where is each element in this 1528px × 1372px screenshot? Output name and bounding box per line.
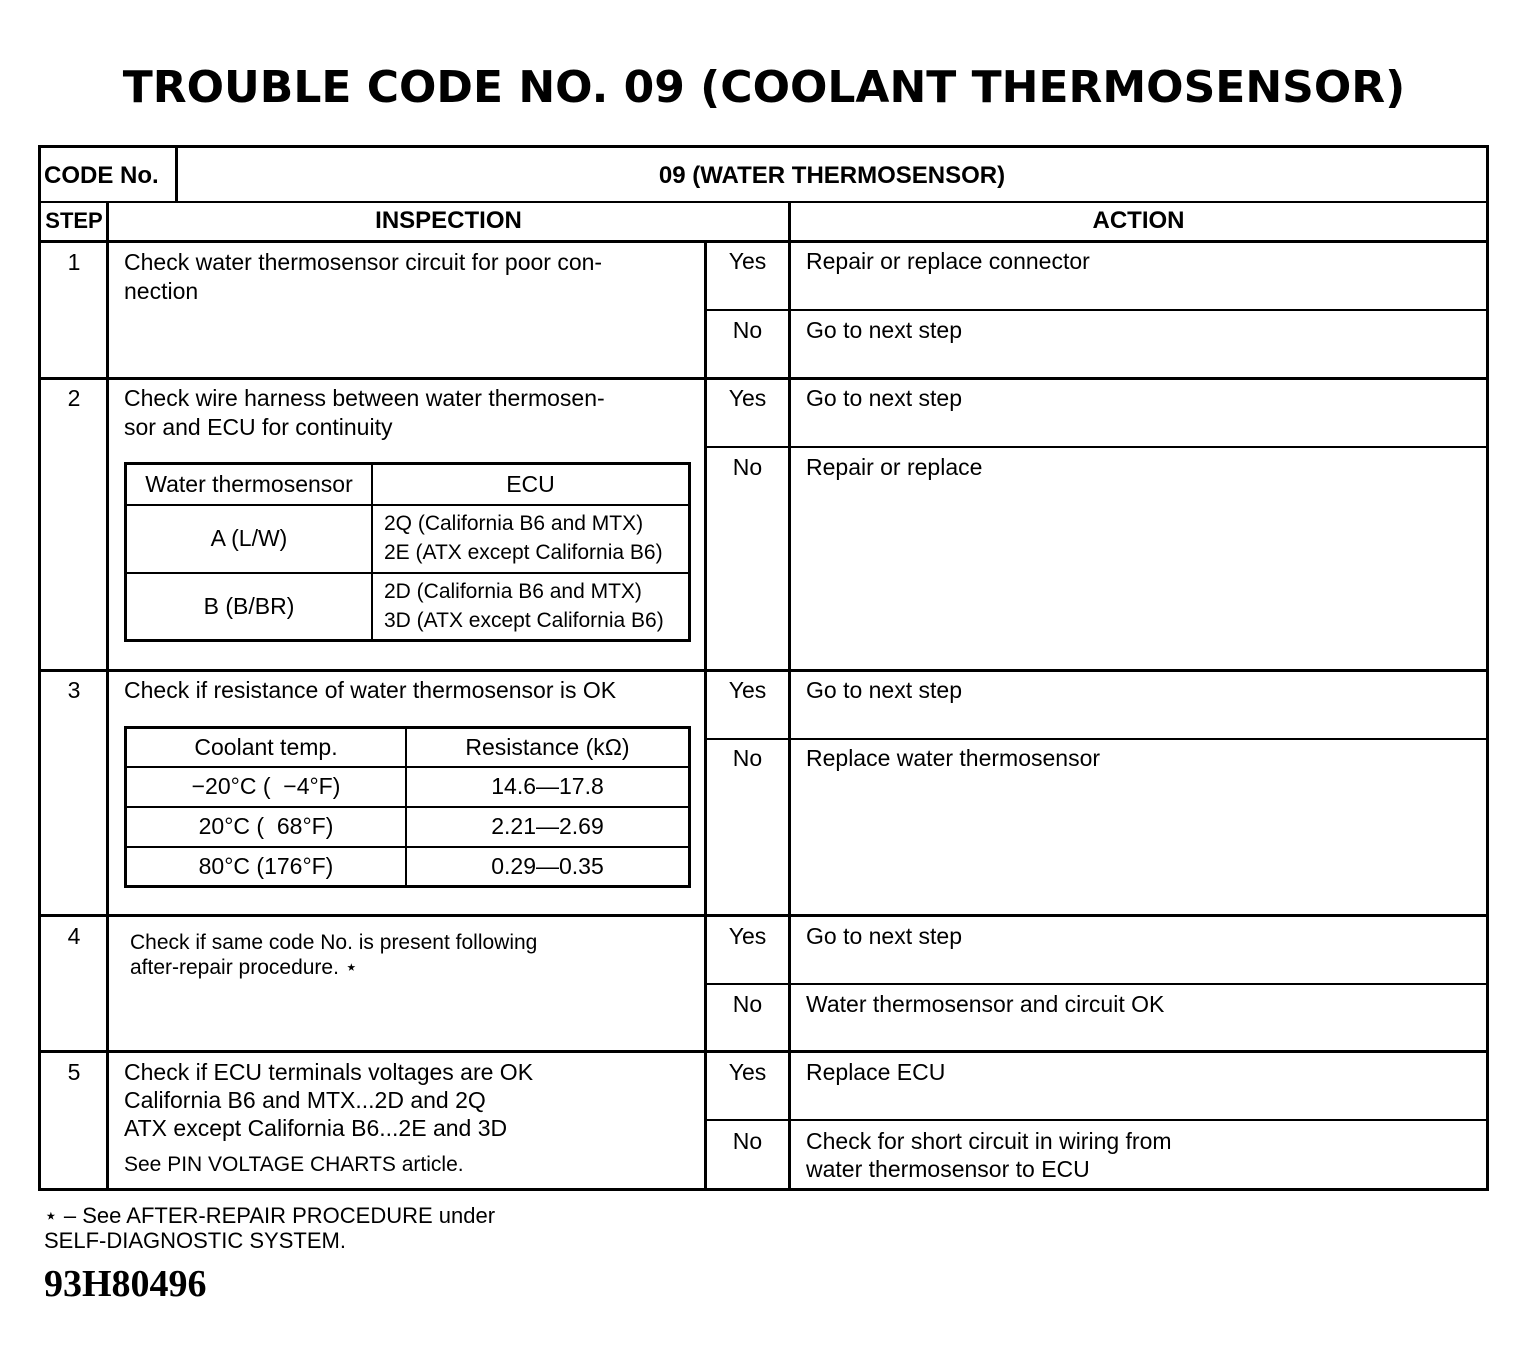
coolant-temp: 80°C (176°F) [198,853,334,879]
figure-id: 93H80496 [44,1263,207,1305]
no-label: No [732,454,763,480]
sensor-terminal: B (B/BR) [203,593,295,619]
step-number: 3 [67,677,81,703]
yes-action: Go to next step [806,677,962,703]
step-separator-1 [38,377,1489,380]
step-number: 4 [67,923,81,949]
continuity-border-top [124,462,691,465]
inspection-line: Check if ECU terminals voltages are OK [124,1059,534,1085]
yes-action: Go to next step [806,385,962,411]
no-action: Replace water thermosensor [806,745,1101,771]
resistance-value: 2.21—2.69 [491,813,604,839]
inspection-line: ATX except California B6...2E and 3D [124,1115,508,1141]
inspection-line: sor and ECU for continuity [124,414,393,440]
step-separator-4 [38,1050,1489,1053]
yesno-column-line [704,240,707,1191]
sensor-terminal: A (L/W) [210,525,288,551]
step-label: STEP [45,208,103,233]
no-label: No [732,317,763,343]
inspection-label: INSPECTION [375,207,522,234]
inspection-line: See PIN VOLTAGE CHARTS article. [124,1153,464,1176]
yes-action: Go to next step [806,923,962,949]
column-header: Resistance (kΩ) [465,734,630,760]
inspection-line: Check if resistance of water thermosensor is OK [124,677,617,703]
step-number: 2 [67,385,81,411]
continuity-border-right [688,462,691,642]
yes-label: Yes [728,248,767,274]
resistance-border-top [124,726,691,729]
inspection-line: Check if same code No. is present following [130,931,538,954]
table-border-right [1486,145,1489,1191]
yesno-separator-1 [704,309,1489,311]
no-action: Repair or replace [806,454,983,480]
continuity-border-bottom [124,639,691,642]
yes-label: Yes [728,1059,767,1085]
no-label: No [732,745,763,771]
no-action: Go to next step [806,317,962,343]
inspection-line: nection [124,278,199,304]
header-divider [38,201,1489,203]
page-title: TROUBLE CODE NO. 09 (COOLANT THERMOSENSOR) [122,62,1406,113]
action-column-line [788,201,791,1191]
yesno-separator-2 [704,446,1489,448]
coolant-temp: −20°C ( −4°F) [191,773,341,799]
inspection-line: California B6 and MTX...2D and 2Q [124,1087,486,1113]
yes-label: Yes [728,385,767,411]
footnote-line: SELF-DIAGNOSTIC SYSTEM. [44,1228,346,1253]
footnote-line: ⋆ – See AFTER-REPAIR PROCEDURE under [44,1203,496,1228]
table-border-left [38,145,41,1191]
step-separator-3 [38,914,1489,917]
continuity-header-divider [124,504,691,506]
inspection-line: after-repair procedure. ⋆ [130,956,358,979]
inspection-line: Check water thermosensor circuit for poor con- [124,249,603,275]
resistance-row-divider-1 [124,806,691,808]
header-bottom-line [38,240,1489,243]
code-label: CODE No. [44,162,159,189]
coolant-temp: 20°C ( 68°F) [198,813,334,839]
step-number: 1 [67,249,81,275]
step-number: 5 [67,1059,81,1085]
table-border-top [38,145,1489,148]
resistance-row-divider-2 [124,846,691,848]
no-action: water thermosensor to ECU [806,1156,1090,1182]
column-header: Coolant temp. [194,734,338,760]
step-separator-2 [38,669,1489,672]
yesno-separator-4 [704,983,1489,985]
yesno-separator-5 [704,1119,1489,1121]
yes-label: Yes [728,677,767,703]
no-label: No [732,991,763,1017]
ecu-terminal: 3D (ATX except California B6) [384,609,664,632]
action-label: ACTION [1092,207,1185,234]
continuity-row-divider [124,572,691,574]
yesno-separator-3 [704,738,1489,740]
yes-label: Yes [728,923,767,949]
ecu-terminal: 2Q (California B6 and MTX) [384,512,644,535]
column-header: ECU [506,471,555,497]
resistance-value: 14.6—17.8 [491,773,604,799]
code-value: 09 (WATER THERMOSENSOR) [658,162,1006,189]
yes-action: Repair or replace connector [806,248,1090,274]
no-action: Water thermosensor and circuit OK [806,991,1165,1017]
no-action: Check for short circuit in wiring from [806,1128,1172,1154]
no-label: No [732,1128,763,1154]
resistance-header-divider [124,766,691,768]
ecu-terminal: 2E (ATX except California B6) [384,541,663,564]
column-header: Water thermosensor [145,471,353,497]
resistance-value: 0.29—0.35 [491,853,604,879]
table-border-bottom [38,1188,1489,1191]
yes-action: Replace ECU [806,1059,946,1085]
inspection-line: Check wire harness between water thermosen- [124,385,605,411]
resistance-border-bottom [124,885,691,888]
ecu-terminal: 2D (California B6 and MTX) [384,580,642,603]
